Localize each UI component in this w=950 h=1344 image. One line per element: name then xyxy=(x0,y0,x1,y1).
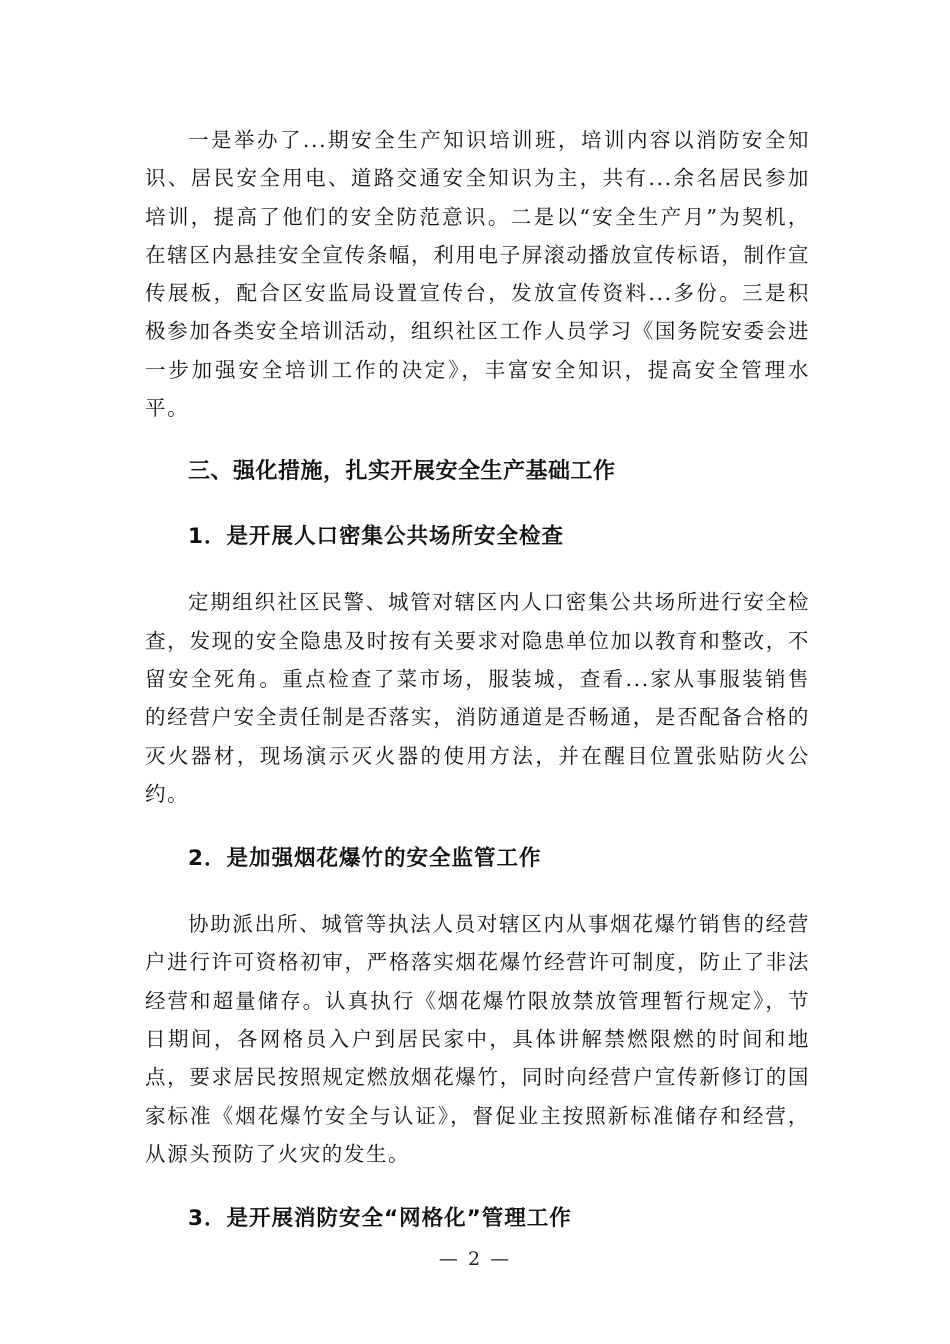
section-heading: 三、强化措施，扎实开展安全生产基础工作 xyxy=(188,459,616,485)
sub-heading-fireworks: 2．是加强烟花爆竹的安全监管工作 xyxy=(188,846,542,872)
body-paragraph-inspection: 定期组织社区民警、城管对辖区内人口密集公共场所进行安全检查，发现的安全隐患及时按有关要求对隐患单位加以教育和整改，不留安全死角。重点检查了菜市场，服装城，查看...家从事服装销售的经营户安全责任制是否落实，消防通道是否畅通，是否配备合格的灭火器材，现场演示灭火器的使用方法，并在醒目位置张贴防火公约。 xyxy=(145,590,810,806)
sub-heading-grid-management: 3．是开展消防安全“网格化”管理工作 xyxy=(188,1206,572,1232)
document-page xyxy=(145,121,810,1238)
body-paragraph-training: 一是举办了...期安全生产知识培训班，培训内容以消防安全知识、居民安全用电、道路交通安全知识为主，共有...余名居民参加培训，提高了他们的安全防范意识。二是以“安全生产月”为契机，在辖区内悬挂安全宣传条幅，利用电子屏滚动播放宣传标语，制作宣传展板，配合区安监局设置宣传台，发放宣传资料...多份。三是积极参加各类安全培训活动，组织社区工作人员学习《国务院安委会进一步加强安全培训工作的决定》，丰富安全知识，提高安全管理水平。 xyxy=(145,128,810,421)
page-number: — 2 — xyxy=(438,1248,512,1270)
body-paragraph-fireworks: 协助派出所、城管等执法人员对辖区内从事烟花爆竹销售的经营户进行许可资格初审，严格落实烟花爆竹经营许可制度，防止了非法经营和超量储存。认真执行《烟花爆竹限放禁放管理暂行规定》，节日期间，各网格员入户到居民家中，具体讲解禁燃限燃的时间和地点，要求居民按照规定燃放烟花爆竹，同时向经营户宣传新修订的国家标准《烟花爆竹安全与认证》，督促业主按照新标准储存和经营，从源头预防了火灾的发生。 xyxy=(145,912,810,1166)
sub-heading-public-places: 1．是开展人口密集公共场所安全检查 xyxy=(188,524,564,550)
